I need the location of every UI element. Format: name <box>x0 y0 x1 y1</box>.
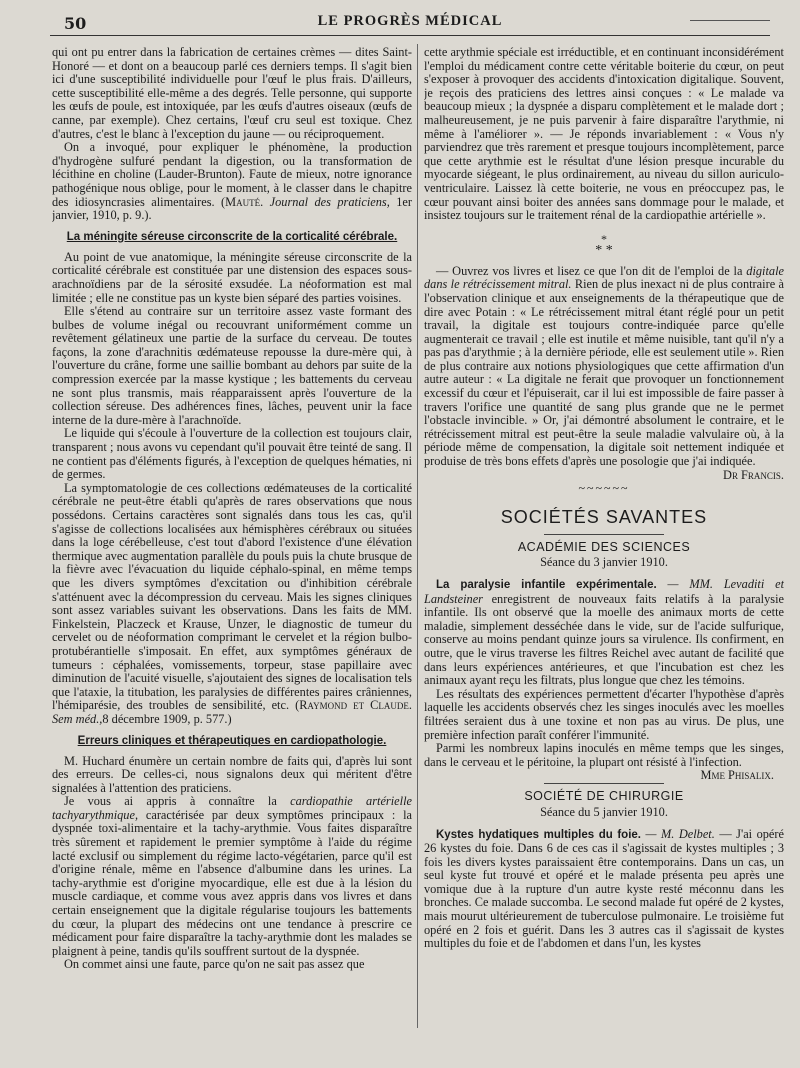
divider <box>544 534 664 535</box>
ornament-divider: ~~~~~~ <box>578 481 630 496</box>
paragraph: Je vous ai appris à connaître la cardiopathie artérielle tachyarythmique, caractérisée par deux symptômes principaux : la dyspnée toxi-alimentaire et la tachy-arythmie. Vous faites disparaître très sûrement et rapidement le premier symptôme à l'aide du régime lacté exclusif ou simplement du régime lacto-végétarien, parce qu'il est d'origine rénale, même en l'absence d'albumine dans les urines. La tachy-arythmie est d'origine myocardique, elle est due à la lésion du muscle cardiaque, et comme vous avez appris dans vos livres et dans certain enseignement que la digitale régularise toujours les battements du cœur, la plupart des médecins ont une tendance à prescrire ce médicament pour faire disparaître la tachy-arythmie dont les malades se plaignent à peine, tandis qu'ils souffrent surtout de la dyspnée. <box>52 794 412 958</box>
page-number: 50 <box>64 14 87 33</box>
journal-title: Sem méd., <box>52 711 103 726</box>
header-rule <box>690 20 770 22</box>
journal-title: Journal des praticiens, <box>269 194 390 209</box>
signature: Mme Phisalix. <box>700 768 774 783</box>
paragraph: Kystes hydatiques multiples du foie. — M. Delbet. — J'ai opéré 26 kystes du foie. Dans 6 de ces cas il s'agissait de kystes multiples ; 3 fois les divers kystes paraissaient être contemporains. Dans un cas, un seul kyste fut trouvé et opéré et le malade présenta peu après une vomique due à la rupture d'un autre kyste resté méconnu dans les bronches. Ce malade succomba. Le second malade fut opéré de 2 kystes, mais mourut ultérieurement de tuberculose pulmonaire. Le troisième fut opéré en 2 fois et guérit. Dans les 3 autres cas il s'agissait de kystes multiples du foie et de l'abdomen et dans l'un, les kystes <box>424 826 784 951</box>
paragraph: On a invoqué, pour expliquer le phénomène, la production d'hydrogène sulfuré pendant la digestion, ou la transformation de lécithine en choline (Lauder-Brunton). Faute de mieux, notre ignorance pathogénique nous oblige, pour le moment, à le classer dans le chapitre des idiosyncrasies alimentaires. (Mauté. Journal des praticiens, 1er janvier, 1910, p. 9.). <box>52 140 412 223</box>
article-lead: Kystes hydatiques multiples du foie. <box>436 828 641 841</box>
session-date: Séance du 5 janvier 1910. <box>540 804 668 819</box>
subsection-title-chirurgie: SOCIÉTÉ DE CHIRURGIE <box>524 789 684 804</box>
paragraph: Le liquide qui s'écoule à l'ouverture de la collection est toujours clair, transparent ; nous avons vu cependant qu'il pouvait être teinté de sang. Il ne contient pas d'éléments figurés, à l'exception de quelques hématies, ni de germes. <box>52 426 412 482</box>
section-heading-erreurs: Erreurs cliniques et thérapeutiques en cardiopathologie. <box>77 734 387 747</box>
paragraph: La symptomatologie de ces collections œdémateuses de la corticalité cérébrale ne peut-être établi qu'après de rares observations que nous possédons. Certains caractères sont signalés dans tous les cas, qu'il s'agisse de collections localisées aux hémisphères cérébraux ou situées dans la loge cérébelleuse, c'est tout d'abord l'existence d'une élévation thermique avec augmentation parallèle du pouls puis la chute brusque de la fièvre avec l'évacuation du liquide céphalo-spinal, en même temps que les divers symptômes d'excitation ou d'inhibition cérébrale s'atténuent avec la décompression du cerveau. Mais les signes cliniques sont assez variables suivant les observations. Dans les faits de MM. Finkelstein, Placzeck et Krause, Unzer, le diagnostic de tumeur du cervelet ou de néoformation comprimant le cervelet et la région bulbo-protubérantielle s'imposait. En effet, aux symptômes généraux de tumeurs : céphalées, vomissements, torpeur, stase papillaire avec diminution de l'acuité visuelle, s'ajoutaient des signes de localisation tels que l'ataxie, la titubation, les paralysies de différentes paires crâniennes, l'hémiparésie, des troubles de sensibilité, etc. (Raymond et Claude. Sem méd.,8 décembre 1909, p. 577.) <box>52 480 412 726</box>
author: — M. Delbet. <box>645 826 715 841</box>
page-header <box>50 10 770 36</box>
author: Raymond et Claude. <box>299 698 412 713</box>
paragraph: qui ont pu entrer dans la fabrication de certaines crèmes — dites Saint-Honoré — et dont on a beaucoup parlé ces derniers temps. Il s'agit bien ici d'une susceptibilité individuelle pour l'œuf le plus frais. D'ailleurs, cette susceptibilité elle-même a des degrés. Telle personne, qui supporte les œufs de poule, est intoxiquée, par les œufs d'autres oiseaux (œufs de canne, par exemple). Chez certains, l'œuf cru seul est toxique. Chez d'autres, c'est le blanc à l'exception du jaune — ou réciproquement. <box>52 46 412 141</box>
italic-term: cardiopathie artérielle tachyarythmique, <box>52 794 412 822</box>
right-column <box>424 46 784 1032</box>
column-separator <box>417 44 418 1028</box>
paragraph: — Ouvrez vos livres et lisez ce que l'on dit de l'emploi de la digitale dans le rétrécissement mitral. Rien de plus inexact ni de plus contraire à l'observation clinique et aux enseignements de la thérapeutique que de dire avec Potain : « Le rétrécissement mitral étant réglé pour un petit travail, la digitale est toujours contre-indiquée parce qu'elle augmenterait ce travail ; elle est inutile et même nuisible, tant qu'il n'y a pas pas d'arythmie ; à la dernière période, elle est seulement utile ». Rien de plus contraire aux notions physiologiques que cette affirmation d'un autre auteur : « La digitale ne ferait que provoquer un fonctionnement excessif du cœur et l'épuiserait, car il lui est impossible de faire passer à travers l'orifice une quantité de sang plus grande que ne le permet l'obstacle invincible. » Or, j'ai démontré absolument le contraire, et le rétrécissement mitral est peut-être la seule maladie valvulaire où, à la période même de compensation, la digitale soit nettement indiquée et produise de très bons effets d'après une posologie que j'ai indiquée. Dr Francis. <box>424 263 784 482</box>
paragraph: Au point de vue anatomique, la méningite séreuse circonscrite de la corticalité cérébrale est constituée par une distension des espaces sous-arachnoïdiens par de la sérosité exsudée. La néoformation est mal limitée ; elle ne constitue pas un kyste bien séparé des parties voisines. <box>52 249 412 305</box>
paragraph: cette arythmie spéciale est irréductible, et en continuant inconsidérément l'emploi du médicament contre cette véritable boiterie du cœur, on peut s'exposer à provoquer des accidents d'intoxication digitalique. Souvent, je reçois des praticiens des lettres ainsi conçues : « Le malade va beaucoup mieux ; la dyspnée a disparu complètement et le malade dort ; malheureusement, je ne puis parvenir à faire disparaître l'arythmie, ni même à l'améliorer ». — Je réponds invariablement : « Vous n'y parviendrez que très rarement et presque toujours incomplètement, parce que cette arythmie est le résultat d'une lésion presque incurable du myocarde siégeant, le plus ordinairement, au niveau du sillon auriculo-ventriculaire. Laissez là cette boiterie, ne vous en préoccupez pas, le cœur pouvant ainsi boiter des années sans dommage pour le malade, et insistez toujours sur le traitement rénal de la cardiopathie artérielle ». <box>424 46 784 223</box>
left-column <box>52 46 412 1032</box>
italic-term: digitale dans le rétrécissement mitral. <box>424 263 784 292</box>
asterism: * * * <box>595 231 613 258</box>
paragraph: On commet ainsi une faute, parce qu'on ne sait pas assez que <box>64 957 365 972</box>
paragraph: Parmi les nombreux lapins inoculés en même temps que les singes, dans le cerveau et le péritoine, la plupart ont résisté à l'infection. Mme Phisalix. <box>424 741 784 783</box>
authors: — MM. Levaditi et Landsteiner <box>424 577 784 606</box>
divider <box>544 783 664 784</box>
paragraph: Les résultats des expériences permettent d'écarter l'hypothèse d'après laquelle les accidents observés chez les singes inoculés avec les moelles filtrées seraient dus à une toxine et non pas au virus. De plus, une première infection paraît conférer l'immunité. <box>424 686 784 742</box>
signature: Dr Francis. <box>723 467 784 482</box>
running-title: LE PROGRÈS MÉDICAL <box>317 13 503 29</box>
paragraph: Elle s'étend au contraire sur un territoire assez vaste formant des bulbes de volume inégal ou recouvrant uniformément comme un revêtement gélatineux une partie de la surface du cerveau. De toutes façons, la zone d'arachnitis œdémateuse repousse la dure-mère qui, à l'ouverture du crâne, forme une saillie bombant au dehors par suite de la compression exercée par la masse kystique ; les battements du cerveau ne sont plus transmis, mais réapparaissent après l'ouverture de la collection séreuse. Des adhérences fines, lâches, peuvent unir la face interne de la dure-mère à l'arachnoïde. <box>52 304 412 427</box>
subsection-title-academie: ACADÉMIE DES SCIENCES <box>517 539 691 554</box>
paragraph: La paralysie infantile expérimentale. — MM. Levaditi et Landsteiner enregistrent de nouveaux faits relatifs à la paralysie infantile. Ils ont observé que la moelle des animaux morts de cette maladie, simplement desséchée dans le vide, sur de l'acide sulfurique, conserve au moins pendant quinze jours sa virulence. Ils confirment, en outre, que le virus traverse les filtres Reichel avec autant de facilité que dans leurs expériences antérieures, et que l'incubation est chez les animaux ayant reçu les filtrats, plus longue que chez les témoins. <box>424 577 784 688</box>
article-lead: La paralysie infantile expérimentale. <box>436 579 657 591</box>
section-title-societes: SOCIÉTÉS SAVANTES <box>500 506 708 527</box>
paragraph: M. Huchard énumère un certain nombre de faits qui, d'après lui sont des erreurs. De celles-ci, nous signalons deux qui méritent d'être signalées à l'attention des praticiens. <box>52 753 412 795</box>
session-date: Séance du 3 janvier 1910. <box>540 555 668 570</box>
author: Mauté. <box>225 194 264 209</box>
section-heading-meningite: La méningite séreuse circonscrite de la corticalité cérébrale. <box>66 230 398 243</box>
